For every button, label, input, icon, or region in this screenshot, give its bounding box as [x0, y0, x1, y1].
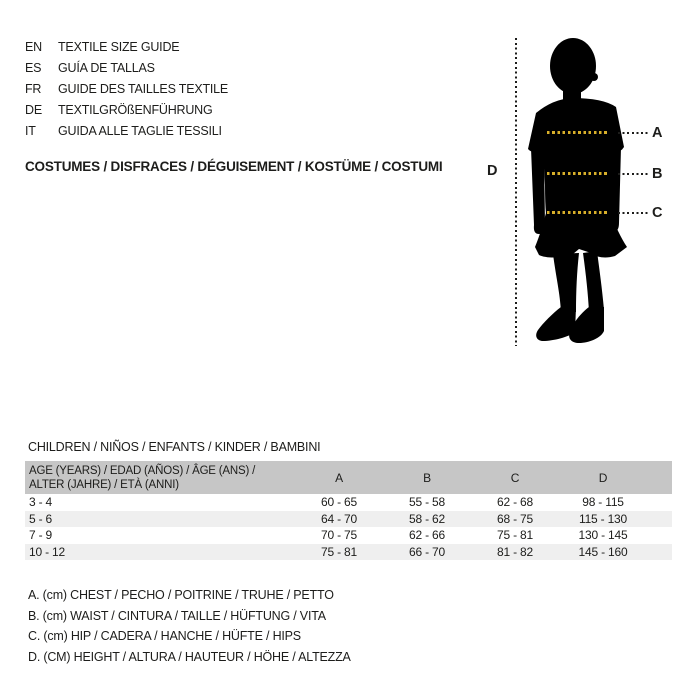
- table-row: [25, 494, 672, 511]
- chest-dotted-pointer: [618, 132, 649, 134]
- waist-dash-line: [547, 172, 608, 175]
- language-row: [25, 100, 228, 121]
- legend-item-height: D. (CM) HEIGHT / ALTURA / HAUTEUR / HÖHE / ALTEZZA: [28, 649, 351, 664]
- language-code: ES: [25, 61, 42, 75]
- language-label: GUIDA ALLE TAGLIE TESSILI: [58, 124, 222, 138]
- waist-value: 66 - 70: [409, 544, 445, 559]
- language-code: DE: [25, 103, 42, 117]
- table-row: [25, 511, 672, 528]
- chest-dash-line: [547, 131, 608, 134]
- column-header-c: C: [510, 470, 520, 485]
- chest-value: 75 - 81: [321, 544, 357, 559]
- language-code: EN: [25, 40, 42, 54]
- height-dotted-line: [515, 38, 517, 346]
- height-value: 130 - 145: [578, 528, 628, 542]
- waist-value: 58 - 62: [409, 511, 445, 526]
- age-header-line1: AGE (YEARS) / EDAD (AÑOS) / ÂGE (ANS) /: [29, 464, 256, 477]
- language-row: [25, 79, 228, 100]
- hip-dash-line: [547, 211, 608, 214]
- table-row: [25, 544, 672, 561]
- chest-marker-label: A: [652, 125, 663, 141]
- age-column-header: [25, 464, 295, 492]
- hip-value: 68 - 75: [497, 511, 533, 526]
- hip-marker-label: C: [652, 205, 663, 221]
- language-label: GUÍA DE TALLAS: [58, 61, 155, 75]
- chest-value: 70 - 75: [321, 528, 357, 542]
- age-header-line2: ALTER (JAHRE) / ETÀ (ANNI): [29, 478, 179, 491]
- column-header-d: D: [598, 470, 608, 485]
- language-label: TEXTILGRÖßENFÜHRUNG: [58, 103, 213, 117]
- size-table: [25, 461, 672, 560]
- language-code: IT: [25, 124, 36, 138]
- table-header-row: [25, 461, 672, 494]
- legend-item-hip: C. (cm) HIP / CADERA / HANCHE / HÜFTE / HIPS: [28, 629, 301, 644]
- hip-value: 81 - 82: [497, 544, 533, 559]
- section-title-children: CHILDREN / NIÑOS / ENFANTS / KINDER / BAMBINI: [28, 440, 321, 454]
- table-row: [25, 527, 672, 544]
- waist-value: 55 - 58: [409, 495, 445, 509]
- waist-dotted-pointer: [618, 173, 649, 175]
- language-label: TEXTILE SIZE GUIDE: [58, 40, 180, 54]
- hip-value: 75 - 81: [497, 528, 533, 542]
- column-header-b: B: [423, 470, 431, 485]
- hip-dotted-pointer: [618, 212, 649, 214]
- column-header-a: A: [335, 470, 343, 485]
- language-code: FR: [25, 82, 42, 96]
- child-silhouette: [515, 35, 665, 350]
- language-list: [25, 37, 228, 142]
- language-row: [25, 121, 228, 142]
- height-value: 115 - 130: [578, 511, 628, 526]
- age-cell: 3 - 4: [29, 495, 53, 509]
- age-cell: 7 - 9: [29, 528, 53, 542]
- hip-value: 62 - 68: [497, 495, 533, 509]
- waist-value: 62 - 66: [409, 528, 445, 542]
- measurement-legend: [28, 585, 351, 667]
- legend-item-waist: B. (cm) WAIST / CINTURA / TAILLE / HÜFTUNG / VITA: [28, 608, 326, 623]
- language-row: [25, 58, 228, 79]
- category-title: COSTUMES / DISFRACES / DÉGUISEMENT / KOSTÜME / COSTUMI: [25, 159, 443, 174]
- waist-marker-label: B: [652, 166, 663, 182]
- height-value: 145 - 160: [578, 544, 628, 559]
- age-cell: 5 - 6: [29, 511, 53, 526]
- age-cell: 10 - 12: [29, 544, 65, 559]
- chest-value: 60 - 65: [321, 495, 357, 509]
- language-label: GUIDE DES TAILLES TEXTILE: [58, 82, 229, 96]
- legend-item-chest: A. (cm) CHEST / PECHO / POITRINE / TRUHE / PETTO: [28, 588, 334, 602]
- chest-value: 64 - 70: [321, 511, 357, 526]
- language-row: [25, 37, 228, 58]
- height-label: D: [487, 163, 498, 179]
- height-value: 98 - 115: [582, 495, 624, 509]
